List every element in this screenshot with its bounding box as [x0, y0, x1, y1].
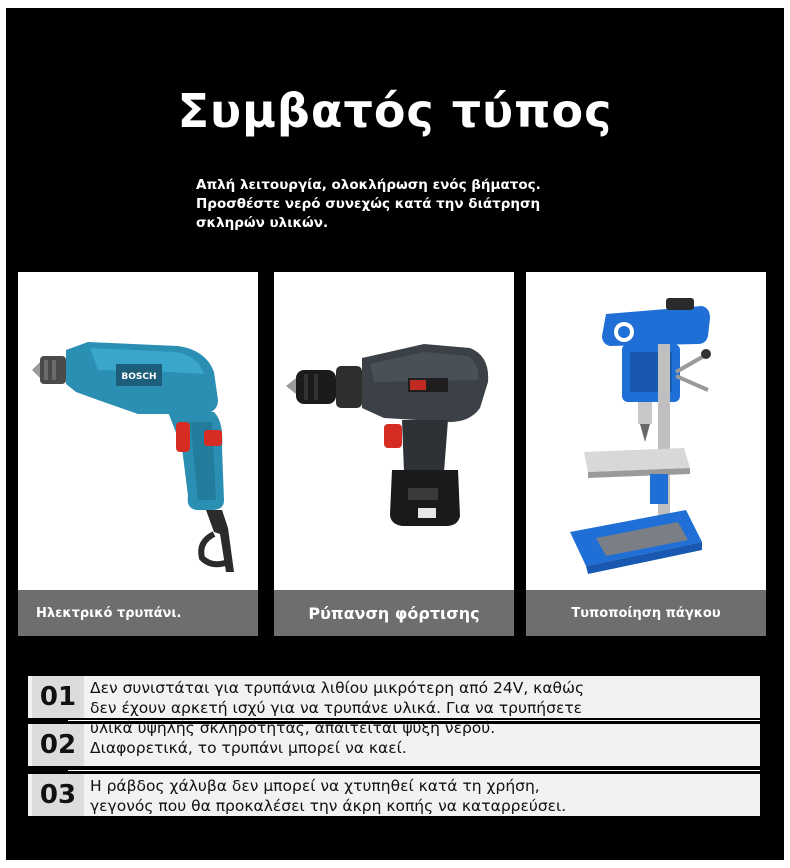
- bench-drill-press-icon: [526, 272, 766, 590]
- note-number: 01: [32, 676, 84, 718]
- product-caption: Τυποποίηση πάγκου: [526, 590, 766, 636]
- subtitle-line: Απλή λειτουργία, ολοκλήρωση ενός βήματος.: [196, 177, 541, 193]
- subtitle-line: Προσθέστε νερό συνεχώς κατά την διάτρηση: [196, 196, 541, 212]
- note-text: [90, 776, 566, 816]
- product-caption: Ρύπανση φόρτισης: [274, 590, 514, 636]
- product-card-bench-drill[interactable]: [526, 272, 766, 636]
- note-line: Η ράβδος χάλυβα δεν μπορεί να χτυπηθεί κατά τη χρήση,: [90, 777, 540, 795]
- cordless-drill-icon: [274, 272, 514, 590]
- product-caption: Ηλεκτρικό τρυπάνι.: [18, 590, 258, 636]
- product-card-cordless-drill[interactable]: [274, 272, 514, 636]
- note-number: 03: [32, 774, 84, 816]
- notes-section: [28, 676, 760, 826]
- subtitle-block: [196, 176, 576, 233]
- note-line: δεν έχουν αρκετή ισχύ για να τρυπάνε υλικά. Για να τρυπήσετε: [90, 699, 583, 717]
- corded-drill-icon: [18, 272, 258, 590]
- note-line: υλικά υψηλής σκληρότητας, απαιτείται ψύξη νερού.: [90, 719, 496, 737]
- note-text: [90, 678, 584, 758]
- page-title: Συμβατός τύπος: [177, 84, 613, 138]
- product-card-corded-drill[interactable]: [18, 272, 258, 636]
- brand-logo: BOSCH: [121, 372, 157, 382]
- subtitle-line: σκληρών υλικών.: [196, 215, 329, 231]
- note-line: Διαφορετικά, το τρυπάνι μπορεί να καεί.: [90, 739, 407, 757]
- note-line: Δεν συνιστάται για τρυπάνια λιθίου μικρότερη από 24V, καθώς: [90, 679, 585, 697]
- page-canvas: [6, 8, 784, 860]
- note-number: 02: [32, 724, 84, 766]
- note-line: γεγονός που θα προκαλέσει την άκρη κοπής να καταρρεύσει.: [90, 797, 567, 815]
- note-divider: [68, 770, 760, 771]
